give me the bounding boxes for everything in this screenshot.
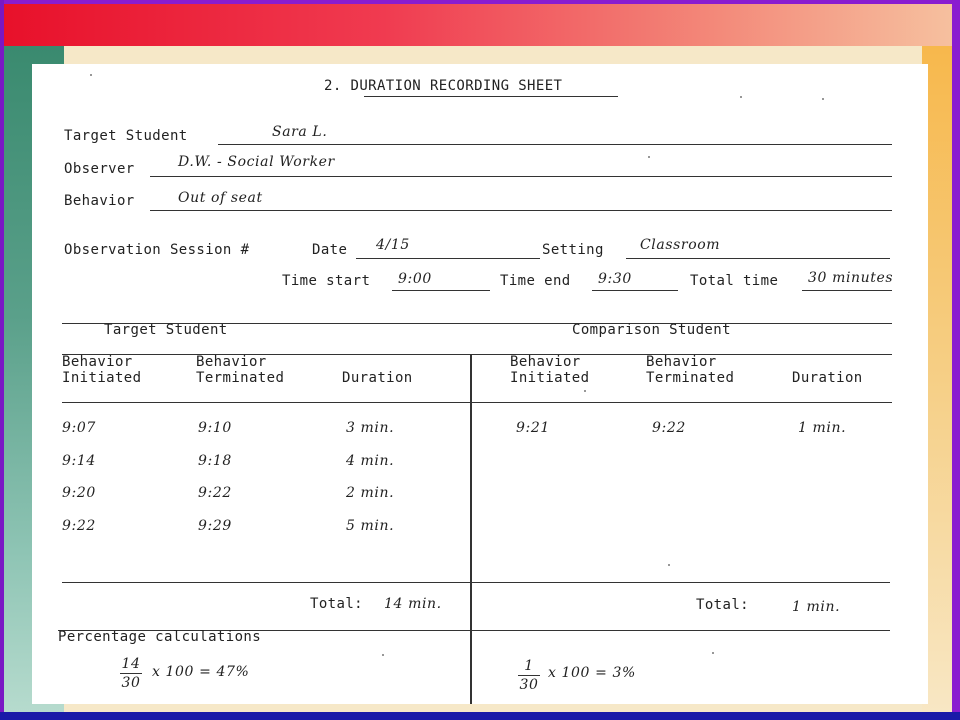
col-terminated-1: Behavior: [196, 354, 267, 370]
comparison-row-1-duration: 1 min.: [798, 420, 847, 436]
target-student-header: Target Student: [104, 322, 228, 338]
scan-speck: [90, 74, 92, 76]
behavior-line: [150, 210, 892, 211]
comparison-row-1-initiated: 9:21: [516, 420, 550, 436]
date-label: Date: [312, 242, 348, 258]
col-terminated-2: Terminated: [196, 370, 285, 386]
target-row-2-terminated: 9:18: [198, 453, 232, 469]
behavior-value: Out of seat: [178, 190, 263, 206]
comparison-fraction-numerator: 1: [524, 658, 534, 674]
target-fraction-numerator: 14: [121, 656, 141, 672]
target-total-value: 14 min.: [384, 596, 442, 612]
total-time-label: Total time: [690, 273, 779, 289]
scan-speck: [668, 564, 670, 566]
col-duration: Duration: [342, 370, 413, 386]
comparison-fraction-denominator: 30: [519, 677, 539, 693]
target-fraction: [120, 656, 142, 691]
slide-top-band: [0, 0, 960, 46]
observer-line: [150, 176, 892, 177]
target-row-3-initiated: 9:20: [62, 485, 96, 501]
time-end-line: [592, 290, 678, 291]
target-student-value: Sara L.: [272, 124, 328, 140]
comp-col-terminated-1: Behavior: [646, 354, 717, 370]
observer-value: D.W. - Social Worker: [178, 154, 335, 170]
comparison-fraction-bar: [518, 675, 540, 676]
target-row-4-terminated: 9:29: [198, 518, 232, 534]
setting-value: Classroom: [640, 237, 721, 253]
scan-speck: [822, 98, 824, 100]
target-row-3-duration: 2 min.: [346, 485, 395, 501]
target-student-line: [218, 144, 892, 145]
target-row-4-initiated: 9:22: [62, 518, 96, 534]
time-start-value: 9:00: [398, 271, 432, 287]
slide-edge-top: [0, 0, 960, 4]
setting-line: [626, 258, 890, 259]
date-value: 4/15: [376, 237, 410, 253]
comparison-fraction: [518, 658, 540, 693]
target-row-1-terminated: 9:10: [198, 420, 232, 436]
target-row-2-initiated: 9:14: [62, 453, 96, 469]
scan-speck: [382, 654, 384, 656]
slide-edge-right: [952, 0, 960, 720]
target-row-4-duration: 5 min.: [346, 518, 395, 534]
col-initiated-2: Initiated: [62, 370, 142, 386]
target-fraction-denominator: 30: [121, 675, 141, 691]
scan-speck: [740, 96, 742, 98]
date-line: [356, 258, 540, 259]
comparison-total-label: Total:: [696, 597, 749, 613]
sheet-title: 2. DURATION RECORDING SHEET: [324, 78, 563, 94]
slide-edge-left: [0, 0, 4, 720]
target-row-2-duration: 4 min.: [346, 453, 395, 469]
percentage-label: Percentage calculations: [58, 629, 262, 645]
target-student-label: Target Student: [64, 128, 188, 144]
scan-speck: [648, 156, 650, 158]
comp-col-initiated-2: Initiated: [510, 370, 590, 386]
total-time-line: [802, 290, 892, 291]
slide-edge-bottom: [0, 712, 960, 720]
target-row-1-duration: 3 min.: [346, 420, 395, 436]
title-underline: [364, 96, 618, 97]
header-line: [62, 354, 892, 355]
totals-top-line: [62, 582, 890, 583]
observer-label: Observer: [64, 161, 135, 177]
session-label: Observation Session #: [64, 242, 250, 258]
comp-col-terminated-2: Terminated: [646, 370, 735, 386]
comparison-percentage-result: x 100 = 3%: [548, 665, 636, 681]
scan-speck: [584, 390, 586, 392]
comparison-student-header: Comparison Student: [572, 322, 731, 338]
table-divider: [470, 354, 472, 704]
scan-speck: [712, 652, 714, 654]
comp-col-duration: Duration: [792, 370, 863, 386]
target-row-3-terminated: 9:22: [198, 485, 232, 501]
col-initiated-1: Behavior: [62, 354, 133, 370]
target-percentage-result: x 100 = 47%: [152, 664, 250, 680]
comparison-row-1-terminated: 9:22: [652, 420, 686, 436]
time-start-line: [392, 290, 490, 291]
setting-label: Setting: [542, 242, 604, 258]
behavior-label: Behavior: [64, 193, 135, 209]
time-end-label: Time end: [500, 273, 571, 289]
total-time-value: 30 minutes: [808, 270, 894, 286]
target-fraction-bar: [120, 673, 142, 674]
time-start-label: Time start: [282, 273, 371, 289]
target-row-1-initiated: 9:07: [62, 420, 96, 436]
target-total-label: Total:: [310, 596, 363, 612]
recording-sheet: [32, 64, 928, 704]
time-end-value: 9:30: [598, 271, 632, 287]
comp-col-initiated-1: Behavior: [510, 354, 581, 370]
comparison-total-value: 1 min.: [792, 599, 841, 615]
column-header-line: [62, 402, 892, 403]
